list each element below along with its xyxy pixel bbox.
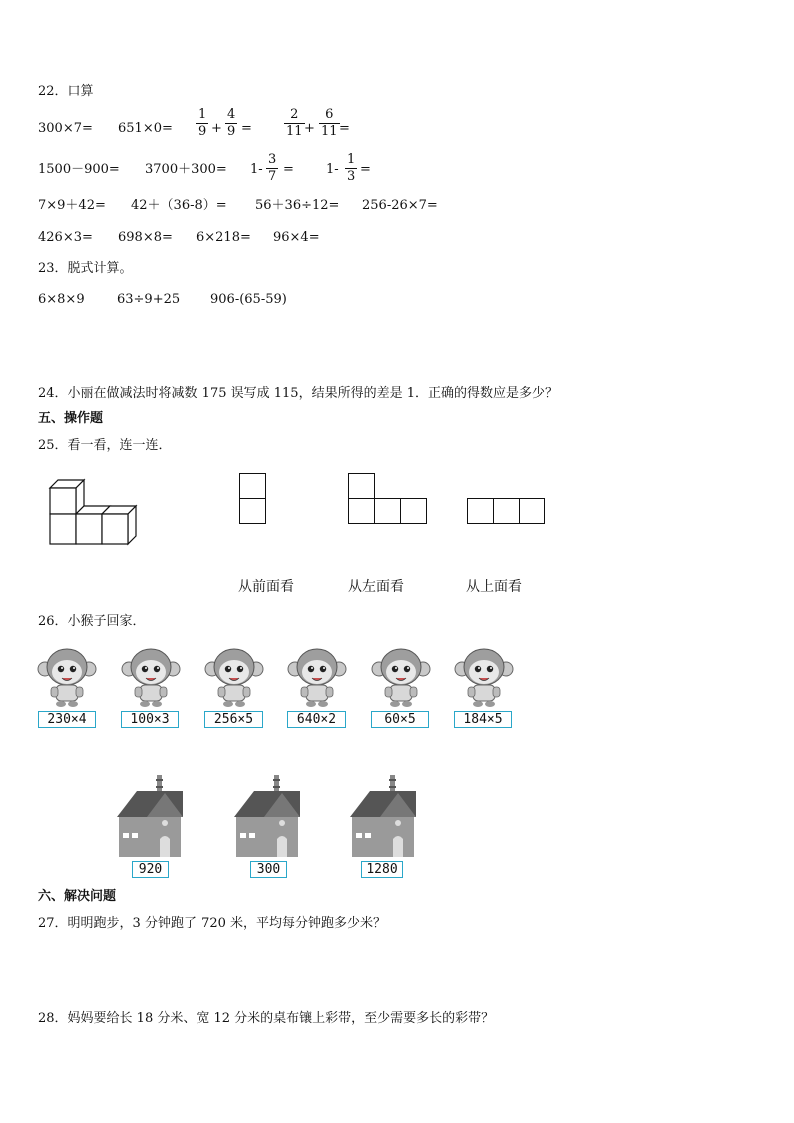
q24-text: 24．小丽在做减法时将减数 175 误写成 115，结果所得的差是 1．正确的得数应是多少？ xyxy=(38,386,558,401)
q26-title: 26．小猴子回家． xyxy=(38,614,146,629)
calc-item: 7×9＋42= xyxy=(38,198,106,213)
view-label-front: 从前面看 xyxy=(238,579,294,595)
equals-sign: = xyxy=(360,162,371,177)
house-icon xyxy=(230,773,304,859)
monkey-expression: 184×5 xyxy=(454,711,512,728)
house-icon xyxy=(346,773,420,859)
plus-sign: + xyxy=(304,121,315,136)
fraction: $\frac{1}{9}$ xyxy=(198,107,207,139)
calc-item: 1- xyxy=(326,162,339,177)
view-square xyxy=(348,498,375,524)
equals-sign: = xyxy=(339,121,350,136)
fraction: $\frac{1}{3}$ xyxy=(347,152,356,184)
view-square xyxy=(239,473,266,499)
monkey-icon xyxy=(204,647,264,709)
calc-item: 1500－900= xyxy=(38,162,120,177)
view-square xyxy=(239,498,266,524)
monkey-icon xyxy=(454,647,514,709)
calc-item: 256-26×7= xyxy=(362,198,438,213)
monkey-icon xyxy=(371,647,431,709)
fraction: $\frac{3}{7}$ xyxy=(268,152,277,184)
q22-title: 22．口算 xyxy=(38,84,94,99)
calc-item: 426×3= xyxy=(38,230,93,245)
calc-item: 906-(65-59) xyxy=(210,292,287,307)
monkey-icon xyxy=(37,647,97,709)
monkey-expression: 256×5 xyxy=(204,711,263,728)
view-square xyxy=(493,498,520,524)
calc-item: 1- xyxy=(250,162,263,177)
view-square xyxy=(374,498,401,524)
monkey-icon xyxy=(287,647,347,709)
fraction: $\frac{2}{11}$ xyxy=(286,107,303,139)
view-label-top: 从上面看 xyxy=(466,579,522,595)
house-number: 920 xyxy=(132,861,169,878)
view-square xyxy=(519,498,545,524)
monkey-expression: 640×2 xyxy=(287,711,346,728)
calc-item: 6×8×9 xyxy=(38,292,85,307)
monkey-expression: 100×3 xyxy=(121,711,179,728)
fraction: $\frac{6}{11}$ xyxy=(321,107,338,139)
house-number: 300 xyxy=(250,861,287,878)
monkey-expression: 60×5 xyxy=(371,711,429,728)
calc-item: 56＋36÷12= xyxy=(255,198,340,213)
equals-sign: = xyxy=(283,162,294,177)
equals-sign: = xyxy=(241,121,252,136)
q25-title: 25．看一看，连一连． xyxy=(38,438,172,453)
house-number: 1280 xyxy=(361,861,403,878)
q27-text: 27．明明跑步，3 分钟跑了 720 米，平均每分钟跑多少米？ xyxy=(38,916,387,931)
calc-item: 42＋（36-8）= xyxy=(131,198,227,213)
view-square xyxy=(467,498,494,524)
calc-item: 6×218= xyxy=(196,230,251,245)
house-icon xyxy=(113,773,187,859)
q23-title: 23．脱式计算。 xyxy=(38,261,133,276)
plus-sign: + xyxy=(211,121,222,136)
monkey-icon xyxy=(121,647,181,709)
section-title: 五、操作题 xyxy=(38,411,104,426)
section-title: 六、解决问题 xyxy=(38,889,117,904)
calc-item: 96×4= xyxy=(273,230,320,245)
calc-item: 3700＋300= xyxy=(145,162,227,177)
view-label-left: 从左面看 xyxy=(348,579,404,595)
monkey-expression: 230×4 xyxy=(38,711,96,728)
calc-item: 651×0= xyxy=(118,121,173,136)
q28-text: 28．妈妈要给长 18 分米、宽 12 分米的桌布镶上彩带，至少需要多长的彩带？ xyxy=(38,1011,495,1026)
calc-item: 63÷9+25 xyxy=(117,292,181,307)
fraction: $\frac{4}{9}$ xyxy=(227,107,236,139)
view-square xyxy=(400,498,427,524)
calc-item: 300×7= xyxy=(38,121,93,136)
cube-stack-drawing xyxy=(44,478,140,548)
calc-item: 698×8= xyxy=(118,230,173,245)
view-square xyxy=(348,473,375,499)
